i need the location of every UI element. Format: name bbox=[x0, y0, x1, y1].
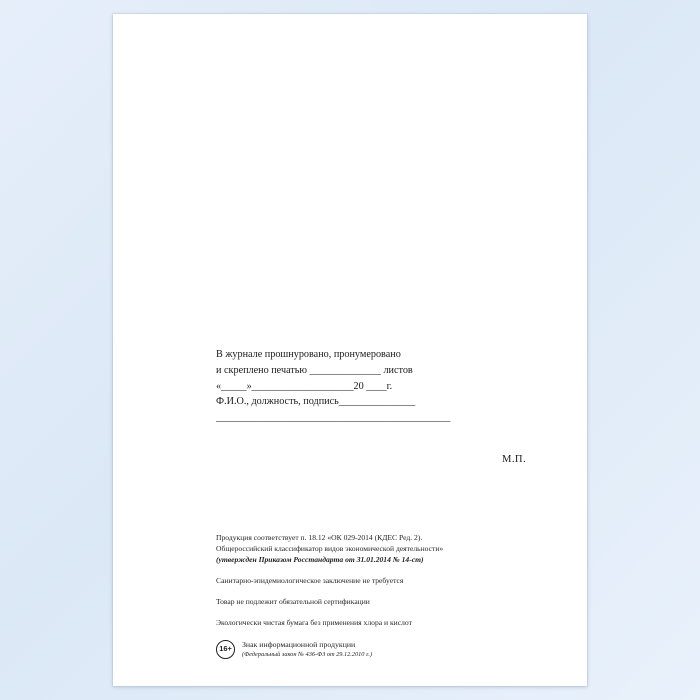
age-rating-badge-icon: 16+ bbox=[216, 640, 235, 659]
product-compliance-paragraph bbox=[216, 533, 556, 565]
information-sign-subtitle: (Федеральный закон № 436-ФЗ от 29.12.2010 г.) bbox=[242, 650, 373, 658]
eco-paper-text: Экологически чистая бумага без применения хлора и кислот bbox=[216, 617, 412, 627]
information-sign-title: Знак информационной продукции bbox=[242, 639, 356, 649]
product-compliance-line-1: Продукция соответствует п. 18.12 «ОК 029-2014 (КДЕС Ред. 2). bbox=[216, 533, 423, 542]
certification-block bbox=[216, 347, 546, 468]
certification-line-2: и скреплено печатью ______________ листов bbox=[216, 364, 413, 376]
information-sign-text bbox=[242, 639, 372, 659]
certification-date-line: «_____»____________________20 ____г. bbox=[216, 380, 393, 392]
certification-not-required-text: Товар не подлежит обязательной сертификации bbox=[216, 597, 370, 607]
product-compliance-line-3: (утвержден Приказом Росстандарта от 31.01.2014 № 14-ст) bbox=[216, 554, 424, 564]
page-content bbox=[113, 14, 587, 686]
certification-signature-line: Ф.И.О., должность, подпись_______________ bbox=[216, 396, 416, 408]
legal-block bbox=[216, 533, 556, 659]
document-page bbox=[113, 14, 587, 686]
certification-line-1: В журнале прошнуровано, пронумеровано bbox=[216, 349, 401, 360]
product-compliance-line-2: Общероссийский классификатор видов экономической деятельности» bbox=[216, 543, 444, 553]
certification-blank-line: ______________________________________________ bbox=[216, 412, 451, 424]
sanitary-conclusion-text: Санитарно-эпидемиологическое заключение не требуется bbox=[216, 576, 404, 586]
information-product-sign bbox=[216, 639, 556, 659]
stamp-place-label: М.П. bbox=[502, 454, 526, 466]
